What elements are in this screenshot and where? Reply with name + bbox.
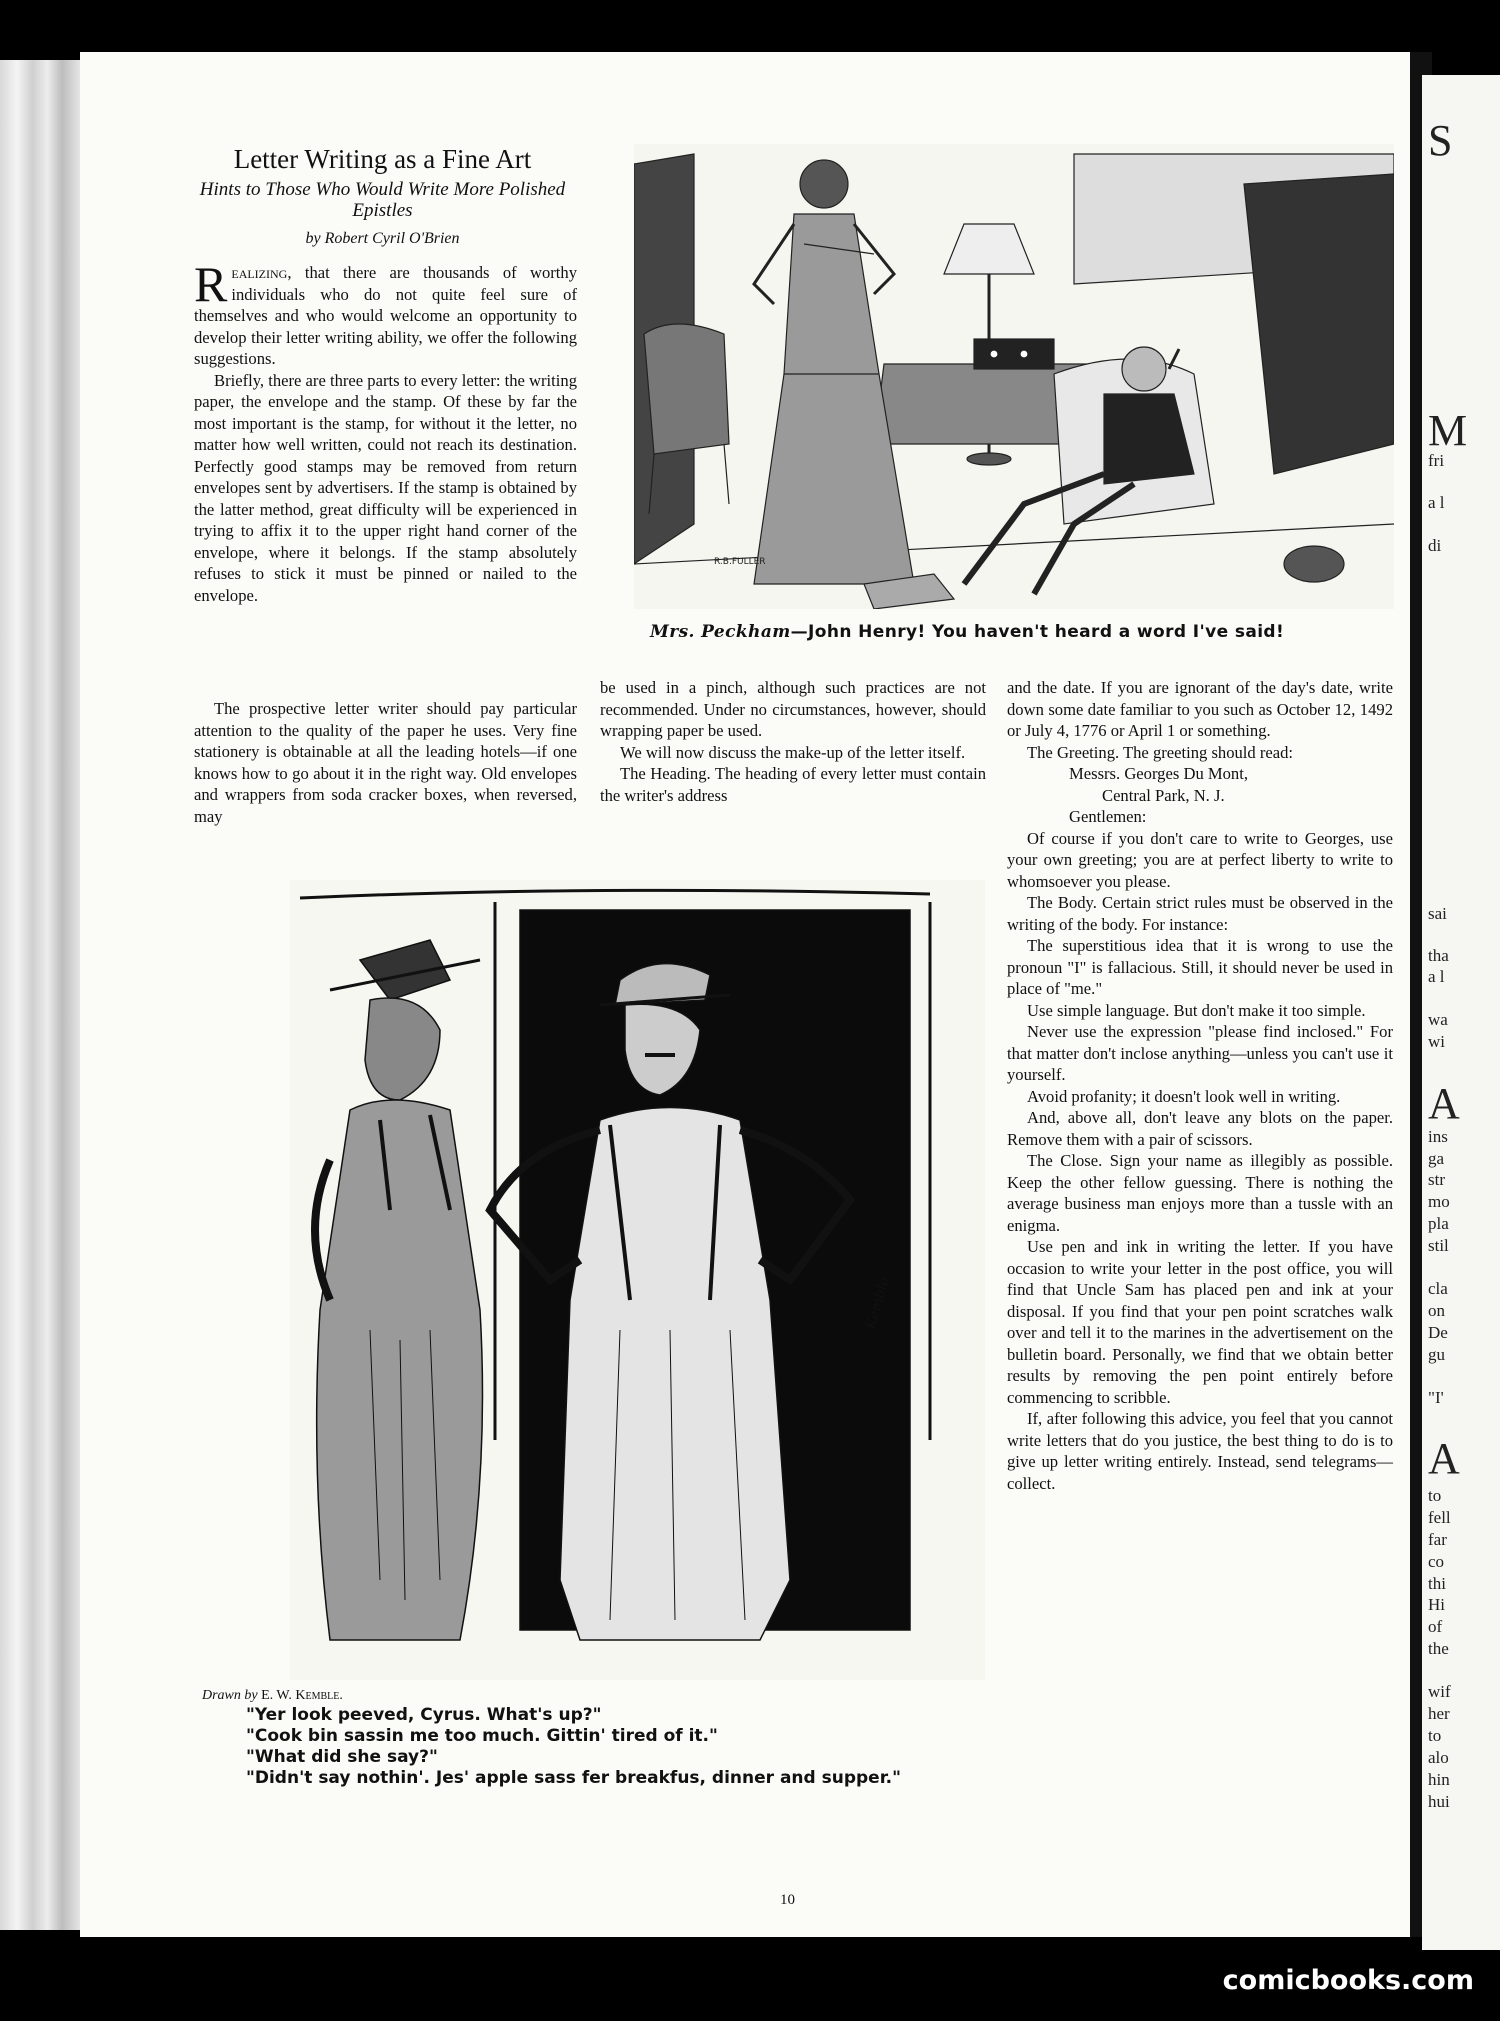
article-title: Letter Writing as a Fine Art <box>233 144 532 174</box>
paragraph: And, above all, don't leave any blots on the paper. Remove them with a pair of scissors. <box>1007 1108 1393 1149</box>
paragraph: The prospective letter writer should pay particular attention to the quality of the paper he uses. Very fine stationery is obtainable at all the leading hotels—if one knows how to go about it in the right way. Old envelopes and wrappers from soda cracker boxes, when reversed, may <box>194 699 577 826</box>
text-column-3 <box>1007 677 1393 1494</box>
fragment: the <box>1428 1639 1449 1658</box>
paragraph: Avoid profanity; it doesn't look well in writing. <box>1027 1086 1341 1106</box>
fragment: cla <box>1428 1279 1448 1298</box>
fragment: stil <box>1428 1236 1449 1255</box>
credit-prefix: Drawn by <box>202 1688 258 1703</box>
fragment: S <box>1428 116 1453 165</box>
fragment: a l <box>1428 967 1445 986</box>
fragment: thi <box>1428 1574 1446 1593</box>
artist-signature: R.B.FULLER <box>714 557 766 567</box>
paragraph: Briefly, there are three parts to every letter: the writing paper, the envelope and the stamp. Of these by far the most important is the stamp, for without it the letter, no matter how well written, could not reach its destination. Perfectly good stamps may be removed from return envelopes sent by advertisers. If the stamp is obtained by the latter method, great difficulty will be experienced in trying to affix it to the upper right hand corner of the envelope, where it belongs. If the stamp absolutely refuses to stick it must be pinned or nailed to the envelope. <box>194 370 577 605</box>
fragment: fell <box>1428 1508 1451 1527</box>
fragment: to <box>1428 1726 1442 1745</box>
book-spine-left <box>0 60 86 1930</box>
paragraph: The Greeting. The greeting should read: <box>1027 742 1294 762</box>
fragment: a l <box>1428 493 1445 512</box>
text-column-1-upper <box>194 256 577 606</box>
adjacent-page-edge <box>1422 75 1500 1950</box>
fragment: hui <box>1428 1792 1450 1811</box>
fragment: tha <box>1428 946 1449 965</box>
fragment: ga <box>1428 1149 1445 1168</box>
fragment: A <box>1428 1434 1460 1483</box>
fragment: pla <box>1428 1214 1449 1233</box>
fragment: str <box>1428 1170 1445 1189</box>
fragment: De <box>1428 1323 1448 1342</box>
paragraph: Of course if you don't care to write to Georges, use your own greeting; you are at perfect liberty to write to whomsoever you please. <box>1007 828 1393 891</box>
fragment: alo <box>1428 1748 1449 1767</box>
drop-cap: R <box>194 256 228 312</box>
fragment: A <box>1428 1079 1460 1128</box>
fragment: wa <box>1428 1010 1448 1029</box>
text-column-2 <box>600 677 986 806</box>
paragraph: The superstitious idea that it is wrong to use the pronoun "I" is fallacious. Still, it should never be used in place of "me." <box>1007 936 1393 998</box>
fragment: fri <box>1428 451 1445 470</box>
fragment: hin <box>1428 1770 1450 1789</box>
address-line: Central Park, N. J. <box>1102 785 1225 805</box>
fragment: her <box>1428 1704 1450 1723</box>
fragment: Hi <box>1428 1595 1445 1614</box>
article-subtitle: Hints to Those Who Would Write More Polished Epistles <box>199 179 566 221</box>
illustration-parlor-scene <box>634 144 1394 609</box>
dialogue-line: "Cook bin sassin me too much. Gittin' tired of it." <box>246 1726 718 1746</box>
paragraph: We will now discuss the make-up of the letter itself. <box>620 742 966 762</box>
page-number: 10 <box>780 1892 795 1908</box>
address-line: Messrs. Georges Du Mont, <box>1069 764 1248 783</box>
fragment: to <box>1428 1486 1442 1505</box>
text-column-1-lower <box>194 698 577 827</box>
fragment: on <box>1428 1301 1445 1320</box>
cartoon-kemble <box>290 880 985 1680</box>
fragment: sai <box>1428 904 1447 923</box>
paragraph-text: that there are thousands of worthy individuals who do not quite feel sure of themselves and who would welcome an opportunity to develop their letter writing ability, we offer the following suggestions. <box>194 263 577 368</box>
paragraph: The Body. Certain strict rules must be observed in the writing of the body. For instance: <box>1007 893 1393 934</box>
cartoon-dialogue <box>246 1705 986 1789</box>
paragraph: The Close. Sign your name as illegibly as possible. Keep the other fellow guessing. There is nothing the average business man enjoys more than a tussle with an enigma. <box>1007 1151 1393 1235</box>
caption-speaker: Mrs. Peckham <box>650 622 791 642</box>
fragment: of <box>1428 1617 1443 1636</box>
illustration-credit <box>202 1688 343 1704</box>
address-line: Gentlemen: <box>1069 807 1147 826</box>
site-watermark: comicbooks.com <box>1222 1965 1474 1996</box>
dialogue-line: "What did she say?" <box>246 1747 438 1767</box>
fragment: M <box>1428 406 1468 455</box>
caption-text: —John Henry! You haven't heard a word I've said! <box>790 622 1285 642</box>
dialogue-line: "Didn't say nothin'. Jes' apple sass fer breakfus, dinner and supper." <box>246 1768 901 1788</box>
cartoon-mrs-peckham <box>634 144 1394 609</box>
paragraph <box>194 256 577 370</box>
paragraph: and the date. If you are ignorant of the day's date, write down some date familiar to you such as October 12, 1492 or July 4, 1776 or April 1 or something. <box>1007 678 1393 740</box>
paragraph: be used in a pinch, although such practices are not recommended. Under no circumstances, however, should wrapping paper be used. <box>600 678 986 740</box>
artist-signature: Kemble <box>863 1275 893 1332</box>
paragraph: Never use the expression "please find inclosed." For that matter don't inclose anything—unless you can't use it yourself. <box>1007 1022 1393 1084</box>
fragment: co <box>1428 1552 1445 1571</box>
lead-in: ealizing, <box>231 263 292 282</box>
dialogue-line: "Yer look peeved, Cyrus. What's up?" <box>246 1705 602 1725</box>
fragment: far <box>1428 1530 1447 1549</box>
paragraph: If, after following this advice, you feel that you cannot write letters that do you justice, the best thing to do is to give up letter writing entirely. Instead, send telegrams—collect. <box>1007 1409 1393 1493</box>
paragraph: Use pen and ink in writing the letter. If you have occasion to write your letter in the post office, you will find that Uncle Sam has placed pen and ink at your disposal. If you find that your pen point scratches walk over and tell it to the marines in the advertisement on the bulletin board. Personally, we find that we obtain better results by removing the pen point entirely before commencing to scribble. <box>1007 1237 1393 1407</box>
fragment: wi <box>1428 1032 1445 1051</box>
fragment: gu <box>1428 1345 1445 1364</box>
illustration-two-farmers <box>290 880 985 1680</box>
fragment: ins <box>1428 1127 1448 1146</box>
credit-name: E. W. Kemble. <box>261 1688 343 1703</box>
fragment: wif <box>1428 1682 1451 1701</box>
fragment: "I' <box>1428 1388 1444 1407</box>
article-byline: by Robert Cyril O'Brien <box>305 230 460 247</box>
fragment: di <box>1428 536 1442 555</box>
cartoon-caption <box>650 622 1370 642</box>
paragraph: Use simple language. But don't make it too simple. <box>1027 1000 1366 1020</box>
paragraph: The Heading. The heading of every letter must contain the writer's address <box>600 764 986 805</box>
fragment: mo <box>1428 1192 1450 1211</box>
